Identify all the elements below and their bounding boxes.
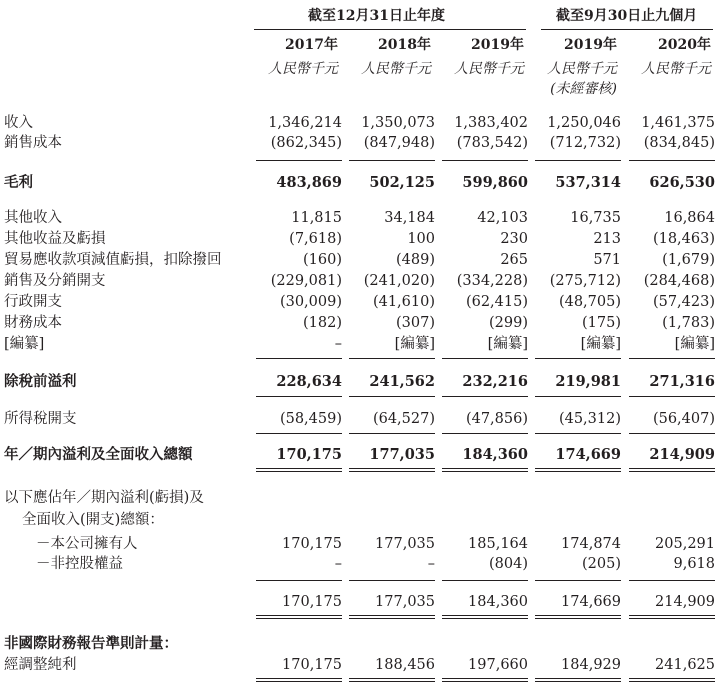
row-value: (241,020) <box>363 273 435 289</box>
unaudited-note: (未經審核) <box>550 81 617 97</box>
row-value: 232,216 <box>462 373 528 390</box>
row-label: 以下應佔年／期內溢利(虧損)及 <box>4 490 204 506</box>
column-double-rule <box>349 468 435 469</box>
column-double-rule <box>442 468 528 469</box>
row-value: 265 <box>500 252 528 268</box>
row-value: 214,909 <box>655 594 715 610</box>
nine-month-header-underline <box>541 29 713 30</box>
column-rule <box>535 396 621 397</box>
column-double-rule <box>256 681 342 682</box>
row-value: (229,081) <box>270 273 342 289</box>
column-double-rule <box>535 615 621 616</box>
row-value: 1,346,214 <box>268 115 342 131</box>
column-rule <box>629 396 715 397</box>
column-rule <box>349 396 435 397</box>
unit-label: 人民幣千元 <box>454 61 524 77</box>
row-value: 177,035 <box>375 594 435 610</box>
row-value: [編纂] <box>394 336 435 352</box>
row-label: 貿易應收款項減值虧損，扣除撥回 <box>4 252 222 268</box>
row-value: (160) <box>303 252 342 268</box>
year-header: 2018年 <box>378 37 431 53</box>
row-label: 年／期內溢利及全面收入總額 <box>4 446 193 463</box>
row-value: (57,423) <box>652 294 715 310</box>
column-double-rule <box>629 618 715 619</box>
row-value: (334,228) <box>456 273 528 289</box>
row-value: (847,948) <box>363 135 435 151</box>
column-rule <box>629 358 715 359</box>
row-value: 170,175 <box>282 657 342 673</box>
column-rule <box>442 160 528 161</box>
column-rule <box>349 358 435 359</box>
column-rule <box>256 160 342 161</box>
row-value: 9,618 <box>673 556 715 572</box>
row-label: 所得稅開支 <box>4 411 77 427</box>
unit-label: 人民幣千元 <box>641 61 711 77</box>
column-rule <box>256 433 342 434</box>
column-double-rule <box>442 471 528 472</box>
row-value: (862,345) <box>270 135 342 151</box>
row-value: 170,175 <box>282 594 342 610</box>
row-value: (205) <box>582 556 621 572</box>
row-value: 42,103 <box>477 210 528 226</box>
column-double-rule <box>629 471 715 472</box>
row-value: (18,463) <box>652 231 715 247</box>
row-value: 185,164 <box>468 536 528 552</box>
column-double-rule <box>629 468 715 469</box>
row-value: 1,250,046 <box>547 115 621 131</box>
row-value: (47,856) <box>465 411 528 427</box>
row-value: 11,815 <box>291 210 342 226</box>
row-value: 626,530 <box>649 174 715 191</box>
row-value: (175) <box>582 315 621 331</box>
column-rule <box>256 358 342 359</box>
row-value: [編纂] <box>674 336 715 352</box>
row-value: 34,184 <box>384 210 435 226</box>
year-header: 2019年 <box>564 37 617 53</box>
row-value: 184,360 <box>468 594 528 610</box>
unit-label: 人民幣千元 <box>547 61 617 77</box>
column-double-rule <box>442 615 528 616</box>
row-value: 271,316 <box>649 373 715 390</box>
row-label: －本公司擁有人 <box>36 536 138 552</box>
column-double-rule <box>349 615 435 616</box>
row-label: －非控股權益 <box>36 556 123 572</box>
row-value: [編纂] <box>487 336 528 352</box>
row-value: 213 <box>593 231 621 247</box>
row-value: (1,783) <box>662 315 715 331</box>
year-header: 2017年 <box>285 37 338 53</box>
row-value: (1,679) <box>662 252 715 268</box>
unit-label: 人民幣千元 <box>361 61 431 77</box>
column-rule <box>442 396 528 397</box>
column-rule <box>442 358 528 359</box>
row-value: (7,618) <box>289 231 342 247</box>
unit-label: 人民幣千元 <box>268 61 338 77</box>
row-value: (804) <box>489 556 528 572</box>
row-value: 205,291 <box>655 536 715 552</box>
column-double-rule <box>349 471 435 472</box>
column-rule <box>349 580 435 581</box>
year-header: 2019年 <box>471 37 524 53</box>
column-double-rule <box>442 678 528 679</box>
row-value: 1,383,402 <box>454 115 528 131</box>
row-label: 毛利 <box>4 174 33 191</box>
column-rule <box>256 396 342 397</box>
row-value: 1,461,375 <box>641 115 715 131</box>
row-value: (834,845) <box>643 135 715 151</box>
column-double-rule <box>256 618 342 619</box>
row-value: – <box>334 336 342 352</box>
row-value: 174,874 <box>561 536 621 552</box>
row-label: 行政開支 <box>4 294 62 310</box>
row-label: 非國際財務報告準則計量： <box>4 635 178 652</box>
row-value: (275,712) <box>549 273 621 289</box>
annual-period-header: 截至12月31日止年度 <box>308 8 445 24</box>
row-value: 177,035 <box>375 536 435 552</box>
column-double-rule <box>629 615 715 616</box>
row-value: 230 <box>500 231 528 247</box>
row-value: 228,634 <box>276 373 342 390</box>
column-double-rule <box>442 618 528 619</box>
row-value: (182) <box>303 315 342 331</box>
row-value: 599,860 <box>462 174 528 191</box>
row-value: (712,732) <box>549 135 621 151</box>
row-value: – <box>427 556 435 572</box>
row-label: 經調整純利 <box>4 657 77 673</box>
row-value: (58,459) <box>279 411 342 427</box>
row-value: 174,669 <box>561 594 621 610</box>
column-double-rule <box>629 678 715 679</box>
column-double-rule <box>535 678 621 679</box>
row-value: (56,407) <box>652 411 715 427</box>
column-double-rule <box>629 681 715 682</box>
column-double-rule <box>349 681 435 682</box>
row-label: 財務成本 <box>4 315 62 331</box>
row-value: (284,468) <box>643 273 715 289</box>
row-value: 483,869 <box>276 174 342 191</box>
row-value: (48,705) <box>558 294 621 310</box>
row-label: 收入 <box>4 115 33 131</box>
row-label: 銷售及分銷開支 <box>4 273 106 289</box>
row-value: (30,009) <box>279 294 342 310</box>
row-value: [編纂] <box>580 336 621 352</box>
row-value: 174,669 <box>555 446 621 463</box>
row-value: (489) <box>396 252 435 268</box>
row-value: 571 <box>593 252 621 268</box>
row-value: 184,360 <box>462 446 528 463</box>
column-double-rule <box>535 468 621 469</box>
column-rule <box>629 580 715 581</box>
column-rule <box>349 160 435 161</box>
row-value: 16,864 <box>664 210 715 226</box>
column-double-rule <box>535 681 621 682</box>
column-double-rule <box>256 615 342 616</box>
column-rule <box>535 580 621 581</box>
row-value: (41,610) <box>372 294 435 310</box>
row-value: (45,312) <box>558 411 621 427</box>
column-double-rule <box>535 618 621 619</box>
row-value: (307) <box>396 315 435 331</box>
row-value: 219,981 <box>555 373 621 390</box>
row-value: 537,314 <box>555 174 621 191</box>
row-label: [編纂] <box>4 336 45 352</box>
row-value: – <box>334 556 342 572</box>
row-value: 188,456 <box>375 657 435 673</box>
column-rule <box>535 358 621 359</box>
row-value: 241,562 <box>369 373 435 390</box>
row-value: 502,125 <box>369 174 435 191</box>
nine-month-period-header: 截至9月30日止九個月 <box>556 8 698 24</box>
row-value: 214,909 <box>649 446 715 463</box>
row-value: 100 <box>407 231 435 247</box>
row-value: (299) <box>489 315 528 331</box>
row-label: 其他收益及虧損 <box>4 231 106 247</box>
row-value: 177,035 <box>369 446 435 463</box>
column-rule <box>256 580 342 581</box>
row-value: 197,660 <box>468 657 528 673</box>
row-value: (783,542) <box>456 135 528 151</box>
column-double-rule <box>256 468 342 469</box>
column-double-rule <box>535 471 621 472</box>
year-header: 2020年 <box>658 37 711 53</box>
column-rule <box>535 160 621 161</box>
row-value: 184,929 <box>561 657 621 673</box>
row-label: 其他收入 <box>4 210 62 226</box>
row-value: 170,175 <box>282 536 342 552</box>
row-value: (64,527) <box>372 411 435 427</box>
annual-header-underline <box>254 29 526 30</box>
row-label: 銷售成本 <box>4 135 62 151</box>
column-double-rule <box>256 471 342 472</box>
row-label: 除稅前溢利 <box>4 373 77 390</box>
column-rule <box>629 433 715 434</box>
row-value: 1,350,073 <box>361 115 435 131</box>
column-rule <box>442 580 528 581</box>
column-double-rule <box>349 618 435 619</box>
column-rule <box>442 433 528 434</box>
row-value: 241,625 <box>655 657 715 673</box>
row-value: 170,175 <box>276 446 342 463</box>
row-label: 全面收入(開支)總額： <box>22 512 164 528</box>
column-rule <box>535 433 621 434</box>
row-value: 16,735 <box>570 210 621 226</box>
row-value: (62,415) <box>465 294 528 310</box>
column-double-rule <box>349 678 435 679</box>
column-rule <box>349 433 435 434</box>
column-double-rule <box>256 678 342 679</box>
column-rule <box>629 160 715 161</box>
column-double-rule <box>442 681 528 682</box>
